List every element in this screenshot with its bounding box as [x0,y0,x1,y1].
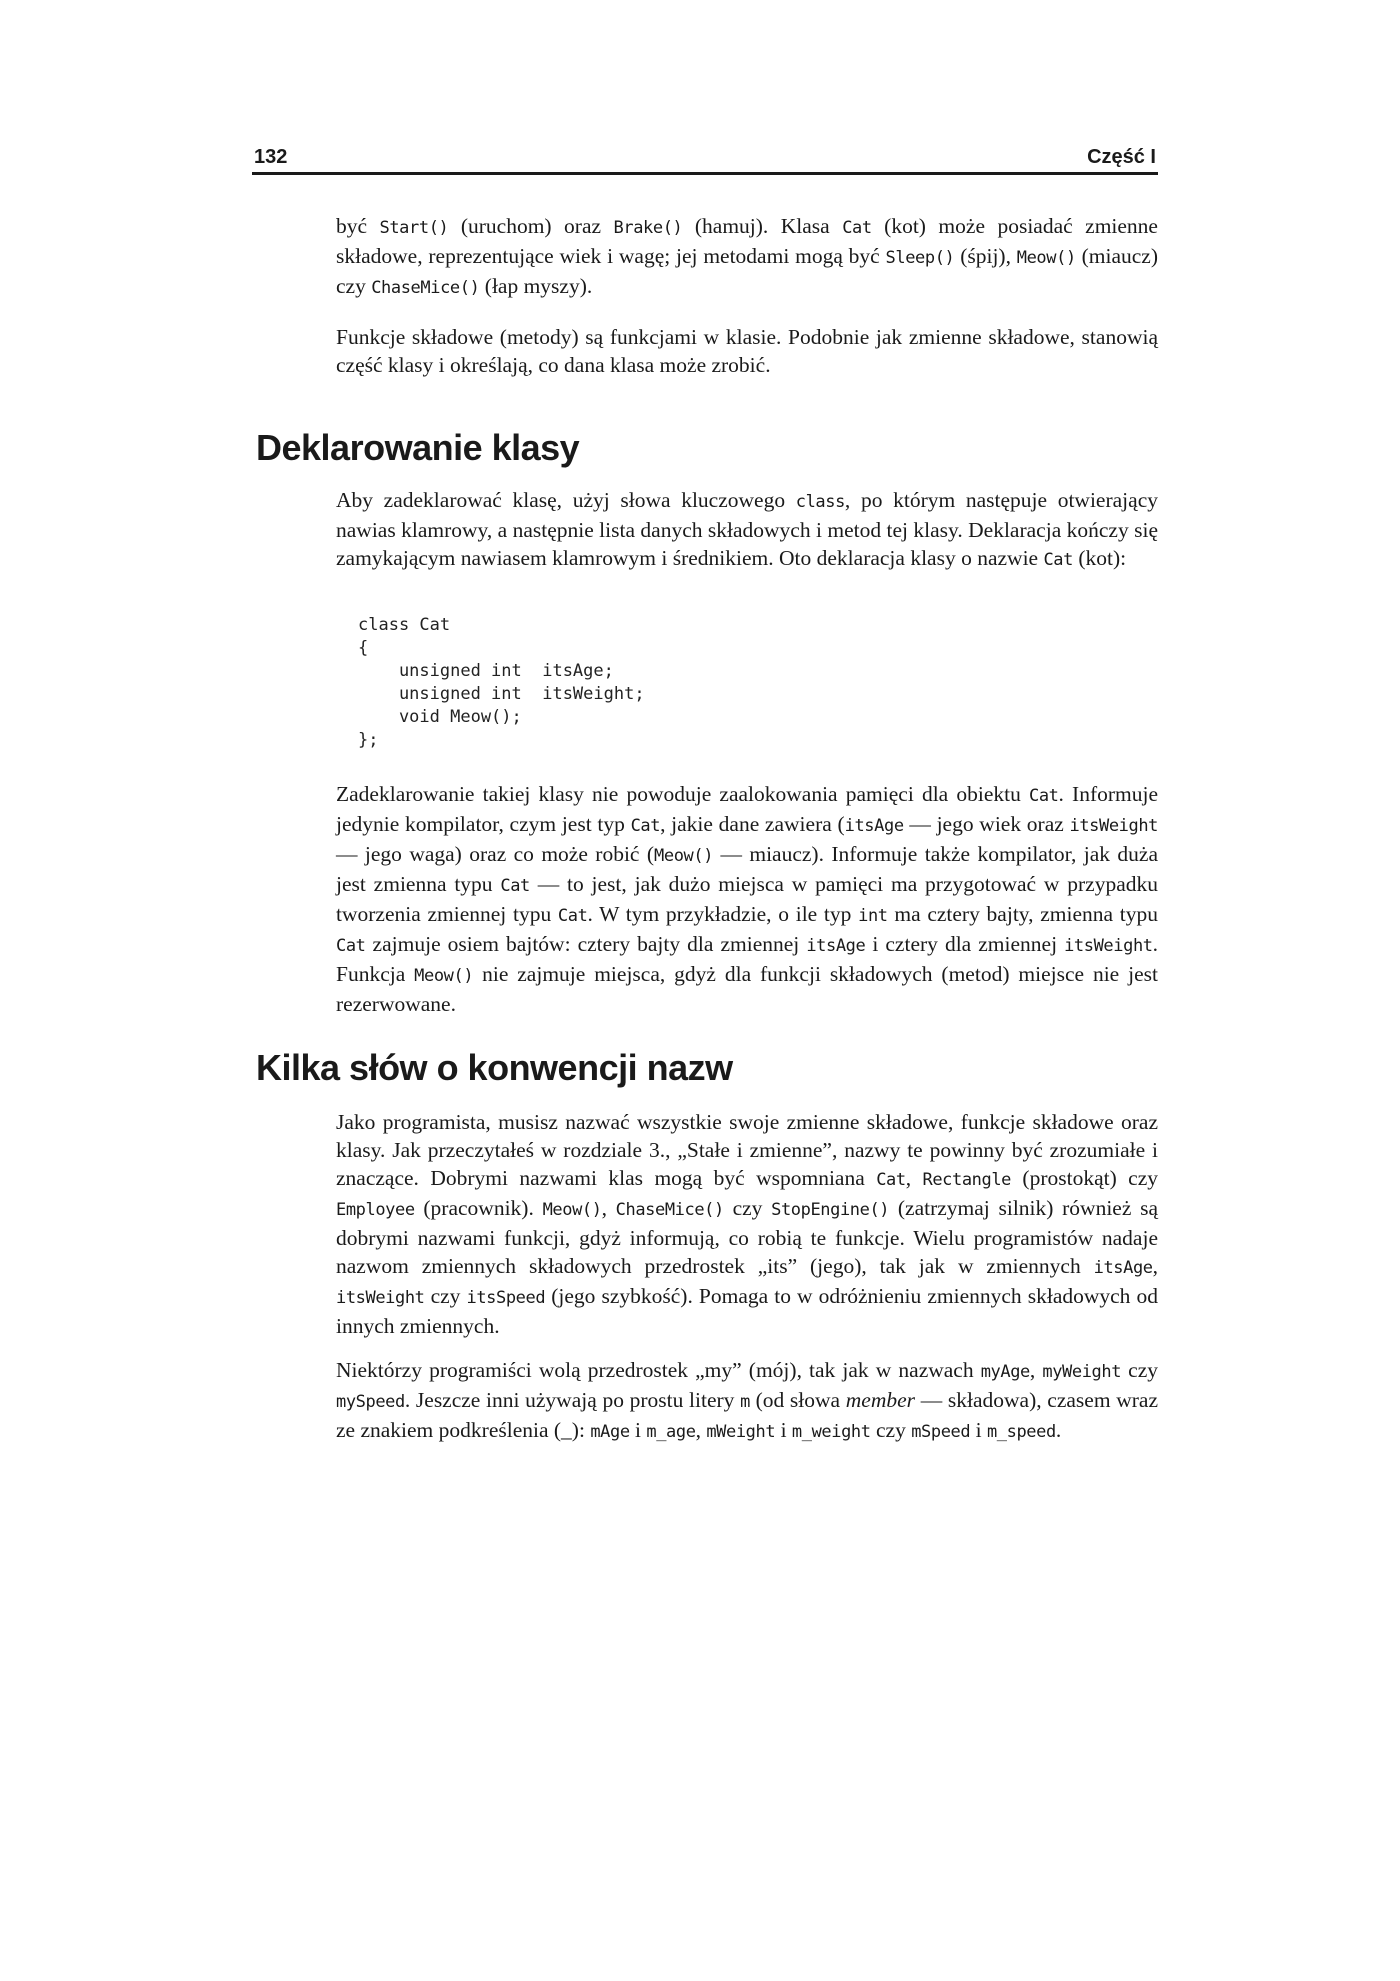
section-heading-deklarowanie: Deklarowanie klasy [256,427,580,468]
paragraph-3-text: Aby zadeklarować klasę, użyj słowa kluczowego class, po którym następuje otwierający nawias klamrowy, a następnie lista danych składowych i metod tej klasy. Deklaracja kończy się zamykającym nawiasem klamrowym i średnikiem. Oto deklaracja klasy o nazwie Cat (kot): [336,488,1158,570]
paragraph-6 [336,1356,1158,1446]
page-header [252,146,1158,175]
code-block-class-cat: class Cat { unsigned int itsAge; unsigned int itsWeight; void Meow(); }; [358,615,645,750]
paragraph-3 [336,486,1158,574]
paragraph-4 [336,780,1158,1018]
paragraph-2 [336,323,1158,379]
paragraph-5 [336,1108,1158,1340]
paragraph-1 [336,212,1158,302]
part-label: Część I [1087,146,1156,168]
paragraph-6-text: Niektórzy programiści wolą przedrostek „my” (mój), tak jak w nazwach myAge, myWeight czy mySpeed. Jeszcze inni używają po prostu litery m (od słowa member — składowa), czasem wraz ze znakiem podkreślenia (_): mAge i m_age, mWeight i m_weight czy mSpeed i m_speed. [336,1358,1158,1442]
section-heading-konwencja-nazw: Kilka słów o konwencji nazw [256,1047,733,1088]
paragraph-2-text: Funkcje składowe (metody) są funkcjami w klasie. Podobnie jak zmienne składowe, stanowią część klasy i określają, co dana klasa może zrobić. [336,325,1158,377]
page-number: 132 [254,146,288,168]
paragraph-1-text: być Start() (uruchom) oraz Brake() (hamuj). Klasa Cat (kot) może posiadać zmienne składowe, reprezentujące wiek i wagę; jej metodami mogą być Sleep() (śpij), Meow() (miaucz) czy ChaseMice() (łap myszy). [336,214,1158,298]
paragraph-4-text: Zadeklarowanie takiej klasy nie powoduje zaalokowania pamięci dla obiektu Cat. Informuje jedynie kompilator, czym jest typ Cat, jakie dane zawiera (itsAge — jego wiek oraz itsWeight — jego waga) oraz co może robić (Meow() — miaucz). Informuje także kompilator, jak duża jest zmienna typu Cat — to jest, jak dużo miejsca w pamięci ma przygotować w przypadku tworzenia zmiennej typu Cat. W tym przykładzie, o ile typ int ma cztery bajty, zmienna typu Cat zajmuje osiem bajtów: cztery bajty dla zmiennej itsAge i cztery dla zmiennej itsWeight. Funkcja Meow() nie zajmuje miejsca, gdyż dla funkcji składowych (metod) miejsce nie jest rezerwowane. [336,782,1159,1016]
paragraph-5-text: Jako programista, musisz nazwać wszystkie swoje zmienne składowe, funkcje składowe oraz klasy. Jak przeczytałeś w rozdziale 3., „Stałe i zmienne”, nazwy te powinny być zrozumiałe i znaczące. Dobrymi nazwami klas mogą być wspomniana Cat, Rectangle (prostokąt) czy Employee (pracownik). Meow(), ChaseMice() czy StopEngine() (zatrzymaj silnik) również są dobrymi nazwami funkcji, gdyż informują, co robią te funkcje. Wielu programistów nadaje nazwom zmiennych składowych przedrostek „its” (jego), tak jak w zmiennych itsAge, itsWeight czy itsSpeed (jego szybkość). Pomaga to w odróżnieniu zmiennych składowych od innych zmiennych. [336,1110,1159,1338]
